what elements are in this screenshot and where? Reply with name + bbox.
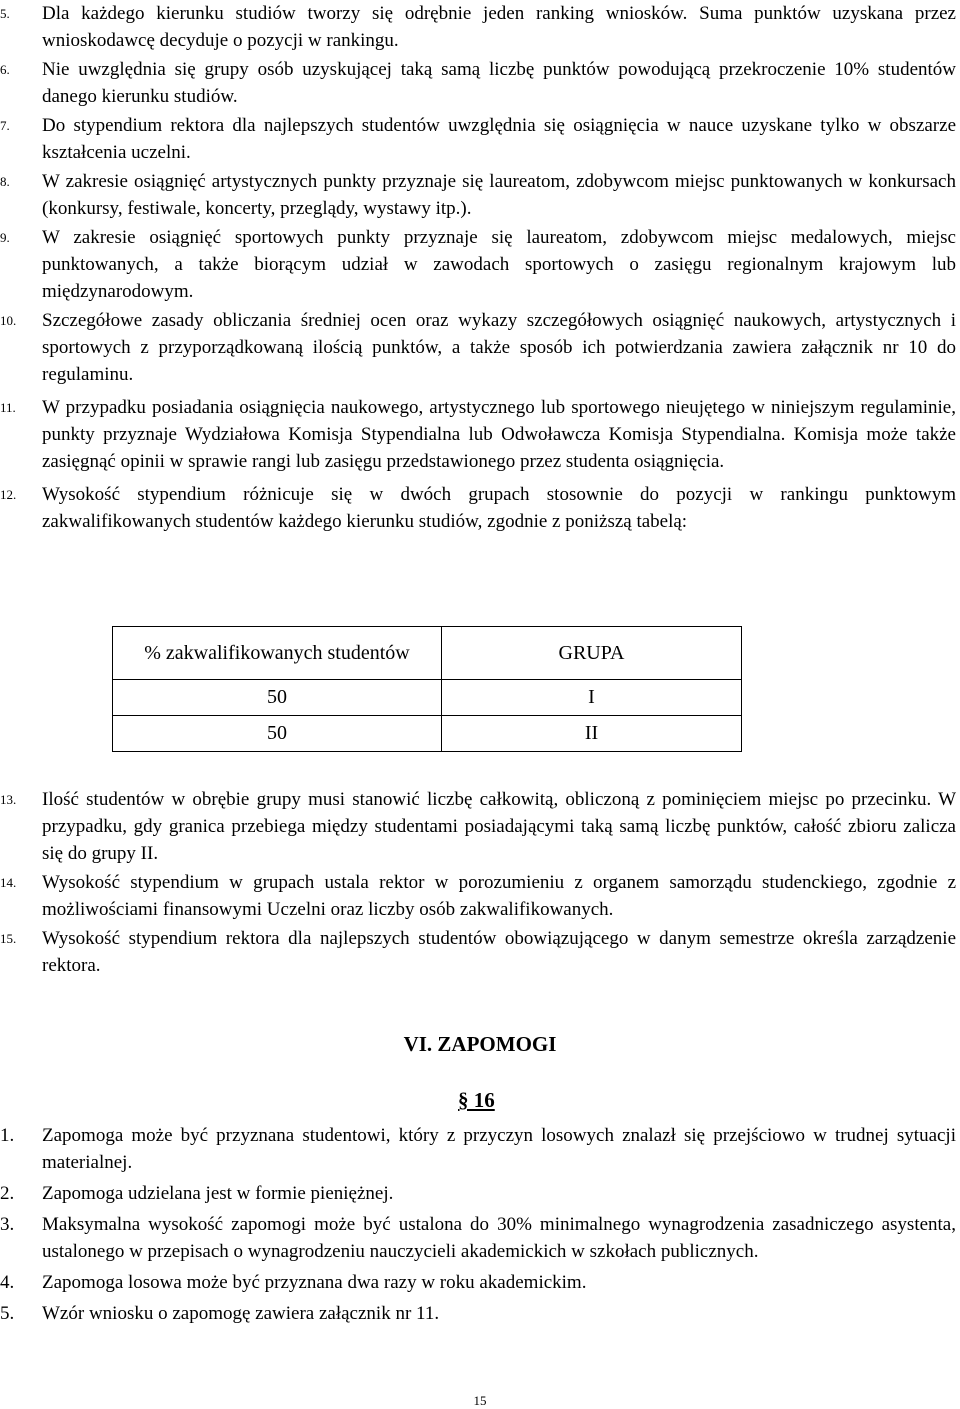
item-text: Wzór wniosku o zapomogę zawiera załącznik nr 11. — [42, 1303, 440, 1324]
table-row — [113, 716, 742, 752]
item-text: Dla każdego kierunku studiów tworzy się odrębnie jeden ranking wniosków. Suma punktów uzyskana przez wnioskodawcę decyduje o pozycji w rankingu. — [42, 3, 956, 51]
regulation-list-section-vi — [0, 1122, 958, 1331]
item-text: Zapomoga może być przyznana studentowi, który z przyczyn losowych znalazł się przejściowo w trudnej sytuacji materialnej. — [42, 1125, 956, 1173]
table-cell-group: II — [442, 716, 742, 752]
item-text: Ilość studentów w obrębie grupy musi stanowić liczbę całkowitą, obliczoną z pominięciem miejsc po przecinku. W przypadku, gdy granica przebiega między studentami posiadającymi taką samą liczbę punktów, całość zbioru zalicza się do grupy II. — [42, 789, 956, 864]
list-item — [0, 481, 958, 535]
item-number: 10. — [0, 313, 17, 328]
item-number: 5. — [0, 6, 10, 21]
list-item — [0, 394, 958, 475]
list-item — [0, 869, 958, 923]
item-text: Wysokość stypendium w grupach ustala rektor w porozumieniu z organem samorządu studenckiego, zgodnie z możliwościami finansowymi Uczelni oraz liczby osób zakwalifikowanych. — [42, 872, 956, 920]
item-number: 12. — [0, 487, 17, 502]
table-cell-group: I — [442, 680, 742, 716]
item-text: Wysokość stypendium różnicuje się w dwóch grupach stosownie do pozycji w rankingu punktowym zakwalifikowanych studentów każdego kierunku studiów, zgodnie z poniższą tabelą: — [42, 484, 956, 532]
list-item — [0, 168, 958, 222]
table-cell-percent: 50 — [113, 716, 442, 752]
item-number: 3. — [0, 1214, 15, 1235]
item-number: 1. — [0, 1125, 15, 1146]
item-number: 5. — [0, 1303, 15, 1324]
list-item — [0, 1180, 958, 1207]
item-number: 8. — [0, 174, 10, 189]
groups-table-wrapper — [112, 626, 742, 752]
item-text: W zakresie osiągnięć sportowych punkty przyznaje się laureatom, zdobywcom miejsc medalowych, miejsc punktowanych, a także biorącym udział w zawodach sportowych o zasięgu regionalnym krajowym lub międzynarodowym. — [42, 227, 956, 302]
item-text: W przypadku posiadania osiągnięcia naukowego, artystycznego lub sportowego nieujętego w niniejszym regulaminie, punkty przyznaje Wydziałowa Komisja Stypendialna lub Odwoławcza Komisja Stypendialna. Komisja może także zasięgnąć opinii w sprawie rangi lub zasięgu przedstawionego przez studenta osiągnięcia. — [42, 397, 956, 472]
item-text: Nie uwzględnia się grupy osób uzyskującej taką samą liczbę punktów powodującą przekroczenie 10% studentów danego kierunku studiów. — [42, 59, 956, 107]
chapter-title: VI. ZAPOMOGI — [403, 1032, 557, 1056]
page-number: 15 — [473, 1393, 487, 1408]
table-header-percent: % zakwalifikowanych studentów — [113, 627, 442, 680]
item-number: 13. — [0, 792, 17, 807]
list-item — [0, 307, 958, 388]
paragraph-mark: § 16 — [458, 1088, 495, 1112]
table-header-row — [113, 627, 742, 680]
item-text: Maksymalna wysokość zapomogi może być ustalona do 30% minimalnego wynagrodzenia zasadniczego asystenta, ustalonego w przepisach o wynagrodzeniu nauczycieli akademickich w szkołach publicznych. — [42, 1214, 956, 1262]
table-row — [113, 680, 742, 716]
item-number: 9. — [0, 230, 10, 245]
item-number: 15. — [0, 931, 17, 946]
item-number: 2. — [0, 1183, 15, 1204]
list-item — [0, 1269, 958, 1296]
item-number: 4. — [0, 1272, 15, 1293]
regulation-list-section-v-continued — [0, 786, 958, 981]
item-text: Do stypendium rektora dla najlepszych studentów uwzględnia się osiągnięcia w nauce uzyskane tylko w obszarze kształcenia uczelni. — [42, 115, 956, 163]
list-item — [0, 112, 958, 166]
item-number: 14. — [0, 875, 17, 890]
table-cell-percent: 50 — [113, 680, 442, 716]
item-number: 6. — [0, 62, 10, 77]
list-item — [0, 786, 958, 867]
groups-table — [112, 626, 742, 752]
list-item — [0, 0, 958, 54]
list-item — [0, 224, 958, 305]
item-text: W zakresie osiągnięć artystycznych punkty przyznaje się laureatom, zdobywcom miejsc punktowanych w konkursach (konkursy, festiwale, koncerty, przeglądy, wystawy itp.). — [42, 171, 956, 219]
item-text: Wysokość stypendium rektora dla najlepszych studentów obowiązującego w danym semestrze określa zarządzenie rektora. — [42, 928, 956, 976]
regulation-list-section-v — [0, 0, 958, 541]
list-item — [0, 925, 958, 979]
item-text: Zapomoga losowa może być przyznana dwa razy w roku akademickim. — [42, 1272, 587, 1293]
list-item — [0, 1122, 958, 1176]
list-item — [0, 1211, 958, 1265]
item-number: 11. — [0, 400, 16, 415]
item-number: 7. — [0, 118, 10, 133]
item-text: Szczegółowe zasady obliczania średniej ocen oraz wykazy szczegółowych osiągnięć naukowych, artystycznych i sportowych z przyporządkowaną ilością punktów, a także sposób ich potwierdzania zawiera załącznik nr 10 do regulaminu. — [42, 310, 956, 385]
list-item — [0, 1300, 958, 1327]
table-header-group: GRUPA — [442, 627, 742, 680]
item-text: Zapomoga udzielana jest w formie pieniężnej. — [42, 1183, 394, 1204]
list-item — [0, 56, 958, 110]
